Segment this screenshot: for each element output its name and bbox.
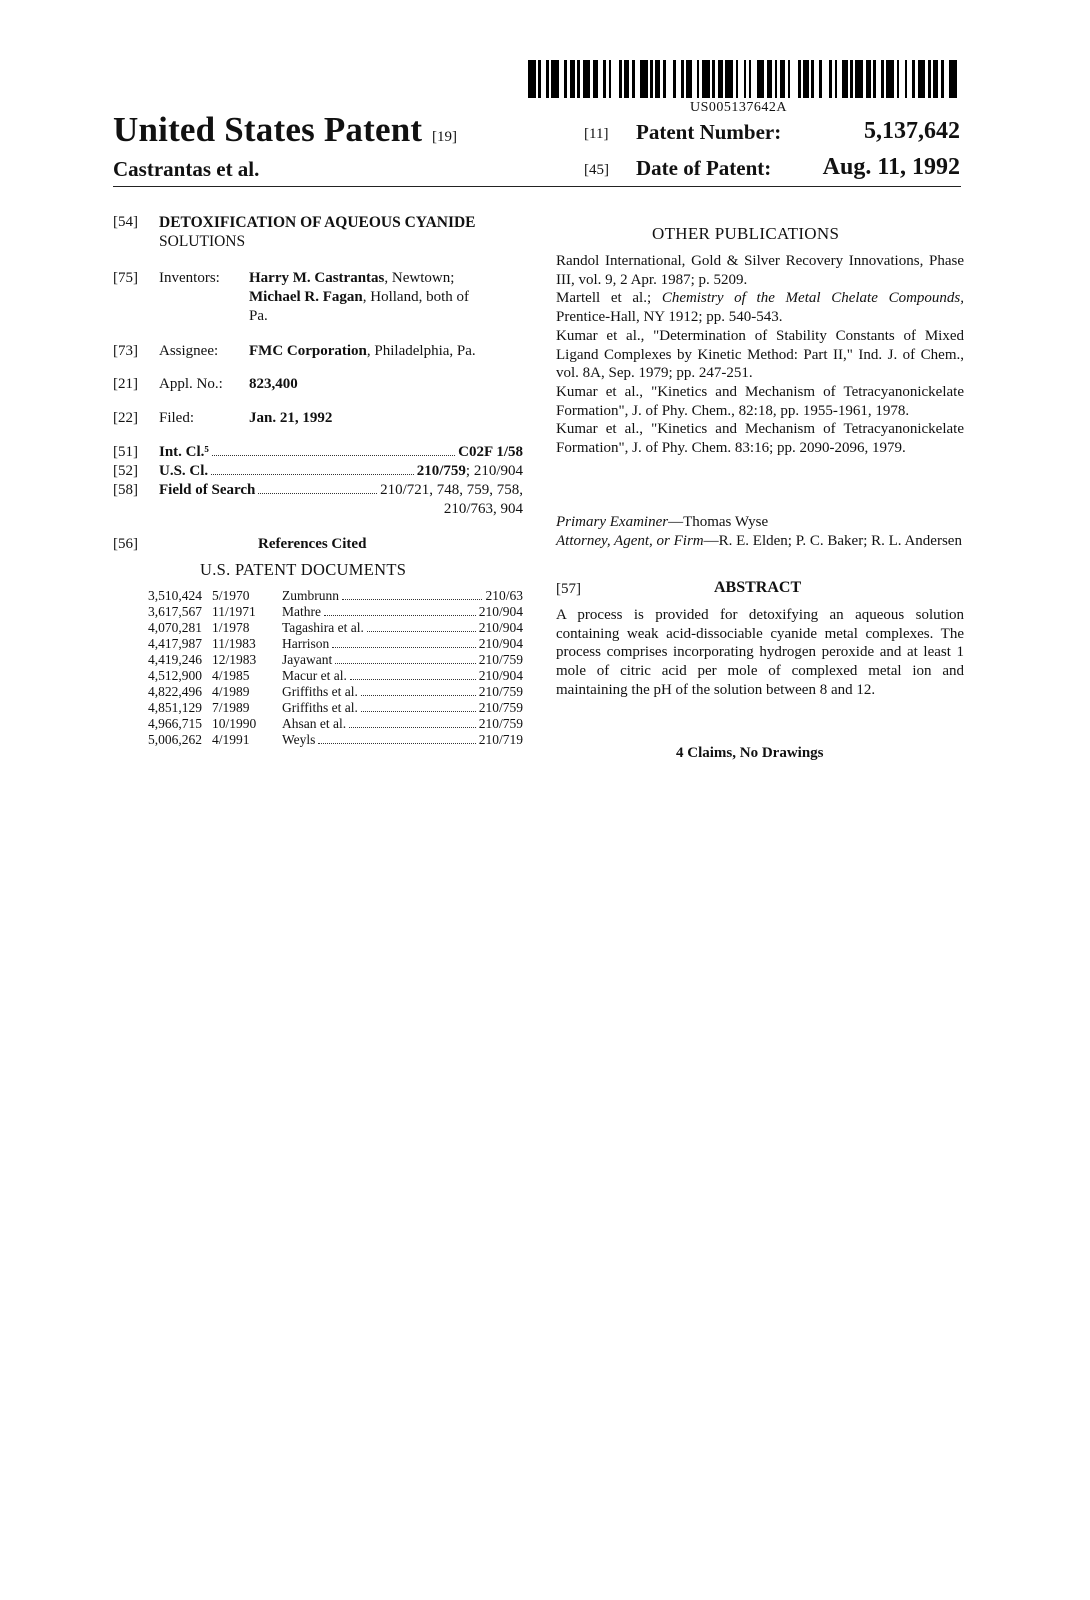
uscl-label: U.S. Cl. xyxy=(159,463,209,479)
references-code: [56] xyxy=(113,536,138,552)
appl-label: Appl. No.: xyxy=(159,376,223,392)
reference-name: Griffiths et al. xyxy=(282,684,358,699)
reference-class: 210/904 xyxy=(478,604,523,619)
reference-class: 210/759 xyxy=(478,716,523,731)
examiners xyxy=(556,513,964,550)
inventors-label: Inventors: xyxy=(159,270,220,286)
publication-2-rest: Prentice-Hall, NY 1912; pp. 540-543. xyxy=(556,309,783,326)
other-publications-title: OTHER PUBLICATIONS xyxy=(652,224,840,243)
field-title-code: [54] xyxy=(113,214,138,230)
reference-row xyxy=(148,620,523,636)
title-code: [19] xyxy=(432,129,457,145)
reference-row xyxy=(148,604,523,620)
publication-2-authors: Martell et al.; xyxy=(556,290,662,307)
reference-date: 1/1978 xyxy=(212,620,250,635)
filed-code: [22] xyxy=(113,410,138,426)
reference-class: 210/63 xyxy=(485,588,523,603)
abstract-code: [57] xyxy=(556,581,581,597)
inventor2-name: Michael R. Fagan xyxy=(249,289,363,305)
references-table xyxy=(148,588,523,748)
search-value-2: 210/763, 904 xyxy=(443,501,523,517)
reference-name: Zumbrunn xyxy=(282,588,339,603)
primary-examiner-value: —Thomas Wyse xyxy=(668,514,769,530)
reference-patent-number: 5,006,262 xyxy=(148,732,202,747)
reference-row xyxy=(148,732,523,748)
title-line-1: DETOXIFICATION OF AQUEOUS CYANIDE xyxy=(159,214,476,231)
filed-label: Filed: xyxy=(159,410,195,426)
reference-name-cell xyxy=(282,604,523,620)
reference-name-cell xyxy=(282,684,523,700)
patent-title: United States Patent xyxy=(113,110,423,149)
uscl-value-bold: 210/759 xyxy=(416,463,466,479)
publication-4: Kumar et al., "Kinetics and Mechanism of Tetracyanonickelate Formation", J. of Phy. Chem., 82:18, pp. 1955-1961, 1978. xyxy=(556,383,964,419)
reference-patent-number: 4,512,900 xyxy=(148,668,202,683)
reference-row xyxy=(148,588,523,604)
inventor1-rest: , Newtown; xyxy=(384,270,455,286)
attorney-value: —R. E. Elden; P. C. Baker; R. L. Andersen xyxy=(703,532,962,549)
references-subtitle: U.S. PATENT DOCUMENTS xyxy=(200,560,407,579)
reference-class: 210/904 xyxy=(478,668,523,683)
abstract-title: ABSTRACT xyxy=(714,579,802,596)
header-rule xyxy=(113,186,961,187)
assignee-label: Assignee: xyxy=(159,343,219,359)
reference-patent-number: 3,617,567 xyxy=(148,604,202,619)
inventor2-rest: , Holland, both of xyxy=(362,289,469,305)
reference-date: 4/1989 xyxy=(212,684,250,699)
reference-class: 210/904 xyxy=(478,636,523,651)
title-line-2: SOLUTIONS xyxy=(159,233,246,250)
reference-name-cell xyxy=(282,652,523,668)
inventor-short: Castrantas et al. xyxy=(113,157,260,181)
reference-class: 210/719 xyxy=(478,732,523,747)
reference-name-cell xyxy=(282,700,523,716)
reference-name: Ahsan et al. xyxy=(282,716,347,731)
other-publications-list xyxy=(556,252,964,458)
reference-patent-number: 4,966,715 xyxy=(148,716,202,731)
search-value-1: 210/721, 748, 759, 758, xyxy=(380,482,523,498)
reference-class: 210/759 xyxy=(478,700,523,715)
reference-date: 5/1970 xyxy=(212,588,250,603)
reference-patent-number: 4,417,987 xyxy=(148,636,202,651)
publication-1: Randol International, Gold & Silver Recovery Innovations, Phase III, vol. 9, 2 Apr. 1987; p. 5209. xyxy=(556,253,964,288)
reference-class: 210/904 xyxy=(478,620,523,635)
reference-date: 11/1971 xyxy=(212,604,256,619)
inventor1-name: Harry M. Castrantas xyxy=(249,270,385,286)
inventors-code: [75] xyxy=(113,270,138,286)
date-code: [45] xyxy=(584,162,609,178)
reference-name: Harrison xyxy=(282,636,330,651)
appl-code: [21] xyxy=(113,376,138,392)
patent-date: Aug. 11, 1992 xyxy=(822,154,960,180)
reference-date: 4/1991 xyxy=(212,732,250,747)
filed-value: Jan. 21, 1992 xyxy=(249,410,333,426)
reference-patent-number: 4,419,246 xyxy=(148,652,202,667)
reference-patent-number: 4,851,129 xyxy=(148,700,202,715)
reference-name-cell xyxy=(282,620,523,636)
uscl-code: [52] xyxy=(113,463,138,479)
reference-name-cell xyxy=(282,588,523,604)
reference-name: Mathre xyxy=(282,604,321,619)
date-label: Date of Patent: xyxy=(636,156,772,180)
reference-patent-number: 4,070,281 xyxy=(148,620,202,635)
reference-date: 12/1983 xyxy=(212,652,257,667)
reference-date: 7/1989 xyxy=(212,700,250,715)
reference-name-cell xyxy=(282,732,523,748)
reference-name: Macur et al. xyxy=(282,668,347,683)
reference-row xyxy=(148,636,523,652)
intcl-label: Int. Cl.⁵ xyxy=(159,444,209,460)
reference-name: Weyls xyxy=(282,732,316,747)
reference-date: 10/1990 xyxy=(212,716,257,731)
barcode-text: US005137642A xyxy=(690,100,788,115)
publication-2-title: Chemistry of the Metal Chelate Compounds, xyxy=(661,290,965,307)
patent-number: 5,137,642 xyxy=(864,118,960,144)
reference-date: 11/1983 xyxy=(212,636,256,651)
assignee-name: FMC Corporation xyxy=(249,343,367,359)
reference-class: 210/759 xyxy=(478,652,523,667)
reference-name: Tagashira et al. xyxy=(282,620,364,635)
intcl-code: [51] xyxy=(113,444,138,460)
reference-row xyxy=(148,668,523,684)
patent-number-label: Patent Number: xyxy=(636,120,782,144)
search-label: Field of Search xyxy=(159,482,256,498)
publication-3: Kumar et al., "Determination of Stability Constants of Mixed Ligand Complexes by Kinetic Method: Part II," Ind. J. of Chem., vol. 8A, Sep. 1979; pp. 247-251. xyxy=(556,327,964,382)
reference-name-cell xyxy=(282,668,523,684)
barcode xyxy=(528,60,960,98)
reference-row xyxy=(148,684,523,700)
publication-2 xyxy=(556,289,964,326)
reference-class: 210/759 xyxy=(478,684,523,699)
uscl-value-rest: ; 210/904 xyxy=(465,463,523,479)
inventor-state: Pa. xyxy=(249,308,268,324)
reference-row xyxy=(148,652,523,668)
assignee-rest: , Philadelphia, Pa. xyxy=(366,343,476,359)
intcl-value: C02F 1/58 xyxy=(458,444,523,460)
assignee-code: [73] xyxy=(113,343,138,359)
publication-5: Kumar et al., "Kinetics and Mechanism of Tetracyanonickelate Formation", J. of Phy. Chem. 83:16; pp. 2090-2096, 1979. xyxy=(556,421,964,457)
claims-summary: 4 Claims, No Drawings xyxy=(676,745,824,761)
reference-name-cell xyxy=(282,716,523,732)
reference-name-cell xyxy=(282,636,523,652)
appl-value: 823,400 xyxy=(249,376,298,392)
primary-examiner-label: Primary Examiner xyxy=(556,514,669,530)
patent-number-code: [11] xyxy=(584,126,609,142)
reference-date: 4/1985 xyxy=(212,668,250,683)
reference-row xyxy=(148,716,523,732)
reference-name: Griffiths et al. xyxy=(282,700,358,715)
abstract-text: A process is provided for detoxifying an aqueous solution containing weak acid-dissociable cyanide metal complexes. The process comprises incorporating hydrogen peroxide and at least 1 mole of citric acid per mole of complexed metal ion and maintaining the pH of the solution between 8 and 12. xyxy=(556,607,964,698)
search-code: [58] xyxy=(113,482,138,498)
attorney-label: Attorney, Agent, or Firm xyxy=(556,532,704,549)
reference-row xyxy=(148,700,523,716)
references-title: References Cited xyxy=(258,536,367,552)
reference-name: Jayawant xyxy=(282,652,333,667)
reference-patent-number: 3,510,424 xyxy=(148,588,202,603)
reference-patent-number: 4,822,496 xyxy=(148,684,202,699)
